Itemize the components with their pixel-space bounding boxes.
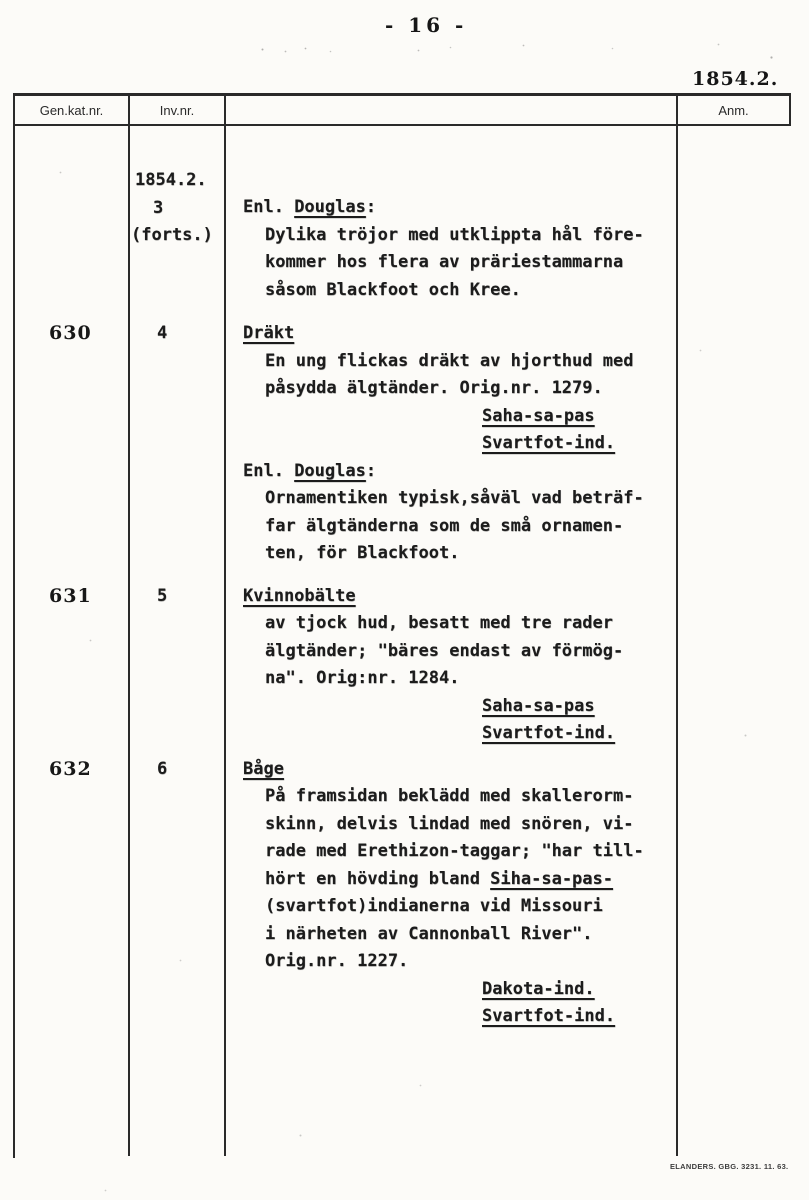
plain-text: Enl. (243, 197, 295, 217)
inv-nr-line: 5 (157, 585, 168, 606)
table-row (15, 568, 791, 748)
anm-cell (678, 304, 791, 568)
entry-text-line (226, 277, 676, 305)
entry-text-line (226, 249, 676, 277)
plain-text: påsydda älgtänder. Orig.nr. 1279. (265, 378, 603, 398)
scan-speckles (0, 0, 1, 1)
gen-nr-cell (15, 568, 130, 748)
gen-nr-cell (15, 126, 130, 304)
plain-text: rade med Erethizon-taggar; "har till- (265, 841, 644, 861)
entry-text-line (226, 540, 676, 568)
anm-cell (678, 568, 791, 748)
description-cell (226, 1031, 678, 1157)
gen-nr-cell (15, 748, 130, 1031)
plain-text: älgtänder; "bäres endast av förmög- (265, 640, 624, 661)
inv-nr-cell (130, 126, 226, 304)
underlined-text: Kvinnobälte (243, 585, 356, 606)
inv-nr-cell (130, 568, 226, 748)
entry-text-line (226, 976, 676, 1004)
catalog-table (13, 93, 791, 1158)
table-header-row (15, 96, 791, 126)
gen-kat-nr: 632 (49, 757, 92, 780)
plain-text: På framsidan beklädd med skallerorm- (265, 786, 634, 806)
plain-text: kommer hos flera av präriestammarna (265, 252, 624, 272)
gen-kat-nr: 631 (49, 584, 92, 607)
anm-cell (678, 1031, 791, 1157)
table-filler-row (15, 1031, 791, 1157)
entry-text-line (226, 893, 676, 921)
entry-text-line (226, 222, 676, 250)
underlined-text: Svartfot-ind. (482, 723, 616, 743)
plain-text: i närheten av Cannonball River". (265, 923, 593, 944)
gen-kat-nr: 630 (49, 322, 92, 344)
entry-text-line (226, 458, 676, 486)
page-number: - 16 - (385, 13, 468, 37)
inv-nr-line: (forts.) (131, 225, 213, 245)
gen-nr-cell (15, 304, 130, 568)
underlined-text: Dräkt (243, 323, 295, 343)
column-header-anm: Anm. (718, 102, 749, 118)
entry-text-line (226, 375, 676, 403)
entry-text-line (226, 513, 676, 541)
anm-cell (678, 748, 791, 1031)
underlined-text: Svartfot-ind. (482, 433, 616, 453)
entry-text-line (226, 430, 676, 458)
plain-text: Dylika tröjor med utklippta hål före- (265, 224, 644, 245)
inv-nr-cell (130, 304, 226, 568)
column-header-inv-nr: Inv.nr. (130, 96, 226, 124)
inv-nr-line: 3 (153, 197, 164, 218)
entry-text-line (226, 756, 676, 784)
plain-text: skinn, delvis lindad med snören, vi- (265, 813, 634, 834)
inv-nr-line: 6 (157, 758, 168, 779)
underlined-text: Douglas (294, 197, 366, 217)
entry-text-line (226, 921, 676, 949)
plain-text: : (365, 460, 377, 481)
table-row (15, 126, 791, 304)
inv-nr-cell (130, 748, 226, 1031)
plain-text: hört en hövding bland (265, 868, 491, 889)
entry-text-line (226, 838, 676, 866)
plain-text: Orig.nr. 1227. (265, 951, 409, 971)
underlined-text: Saha-sa-pas (482, 405, 595, 426)
underlined-text: Båge (243, 758, 284, 779)
entry-text-line (226, 693, 676, 721)
table-row (15, 304, 791, 568)
underlined-text: Svartfot-ind. (482, 1006, 616, 1026)
entry-text-line (226, 811, 676, 839)
anm-cell (678, 126, 791, 304)
entry-text-line (226, 485, 676, 513)
entry-text-line (226, 720, 676, 748)
entry-text-line (226, 638, 676, 666)
entry-text-line (226, 403, 676, 431)
plain-text: (svartfot)indianerna vid Missouri (265, 896, 603, 916)
underlined-text: Siha-sa-pas- (490, 868, 613, 889)
description-cell (226, 748, 678, 1031)
plain-text: na". Orig:nr. 1284. (265, 668, 460, 688)
plain-text: Enl. (243, 460, 295, 481)
plain-text: såsom Blackfoot och Kree. (265, 279, 521, 300)
printer-imprint: ELANDERS. GBG. 3231. 11. 63. (670, 1162, 789, 1171)
gen-nr-cell (15, 1031, 130, 1157)
entry-text-line (226, 583, 676, 611)
inv-nr-line: 1854.2. (135, 170, 207, 190)
plain-text: Ornamentiken typisk,såväl vad beträf- (265, 488, 644, 508)
underlined-text: Saha-sa-pas (482, 695, 595, 716)
entry-text-line (226, 194, 676, 222)
entry-text-line (226, 1003, 676, 1031)
inv-nr-cell (130, 1031, 226, 1157)
column-header-description (226, 96, 678, 124)
entry-text-line (226, 948, 676, 976)
underlined-text: Douglas (294, 460, 366, 481)
entry-text-line (226, 665, 676, 693)
entry-text-line (226, 866, 676, 894)
description-cell (226, 304, 678, 568)
entry-text-line (226, 348, 676, 376)
table-row (15, 748, 791, 1031)
plain-text: ten, för Blackfoot. (265, 543, 460, 563)
underlined-text: Dakota-ind. (482, 978, 595, 999)
description-cell (226, 126, 678, 304)
entry-text-line (226, 610, 676, 638)
description-cell (226, 568, 678, 748)
column-header-gen-kat-nr: Gen.kat.nr. (15, 96, 130, 124)
plain-text: av tjock hud, besatt med tre rader (265, 613, 613, 633)
plain-text: En ung flickas dräkt av hjorthud med (265, 350, 634, 371)
entry-text-line (226, 320, 676, 348)
inv-nr-line: 4 (157, 323, 168, 343)
table-body (15, 126, 791, 1156)
entry-text-line (226, 783, 676, 811)
catalog-ref-number: 1854.2. (692, 68, 779, 90)
plain-text: : (365, 197, 377, 217)
plain-text: far älgtänderna som de små ornamen- (265, 515, 624, 536)
